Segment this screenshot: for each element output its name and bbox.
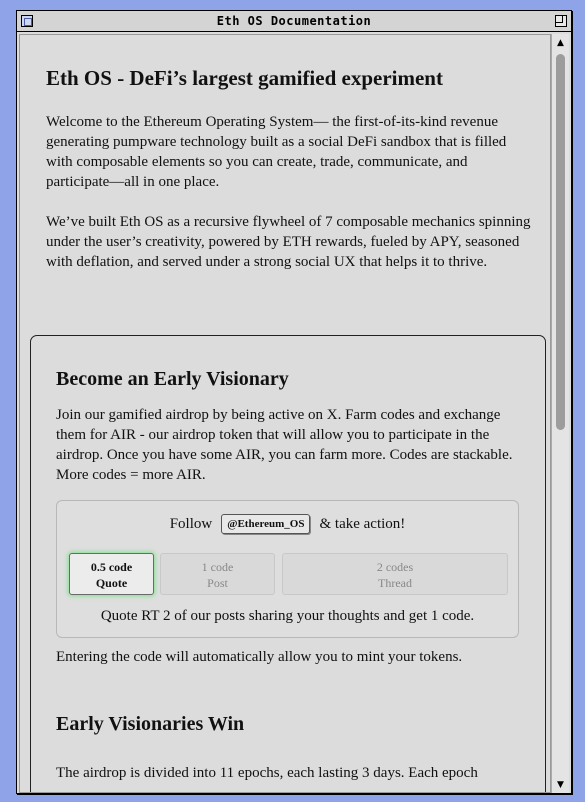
option-amount: 2 codes (376, 560, 414, 574)
mint-info-text: Entering the code will automatically allow you to mint your tokens. (56, 649, 463, 665)
scroll-thumb[interactable] (556, 54, 565, 430)
action-panel (56, 500, 519, 638)
early-visionary-card (30, 335, 546, 793)
close-box-icon[interactable] (21, 15, 33, 27)
option-amount: 1 code (201, 560, 234, 574)
triangle-down-icon[interactable]: ▼ (557, 779, 564, 790)
follow-prefix: Follow (169, 515, 213, 532)
vertical-scrollbar[interactable] (551, 34, 569, 793)
option-post-button[interactable] (160, 553, 275, 595)
follow-suffix: & take action! (319, 515, 406, 532)
option-hint: Quote RT 2 of our posts sharing your thoughts and get 1 code. (100, 608, 475, 624)
option-quote-button[interactable] (69, 553, 154, 595)
page-title: Eth OS - DeFi’s largest gamified experiment (46, 66, 443, 90)
intro-paragraph-1: Welcome to the Ethereum Operating System— the first-of-its-kind revenue generating pumpware technology built as a social DeFi sandbox that is filled with composable elements so you can create, trade, communicate, and participate—all in one place. (46, 114, 507, 190)
option-label: Thread (378, 576, 412, 590)
triangle-up-icon[interactable]: ▲ (557, 37, 564, 48)
win-heading: Early Visionaries Win (56, 713, 245, 735)
intro-section (46, 35, 534, 272)
documentation-window (16, 10, 572, 794)
option-thread-button[interactable] (282, 553, 508, 595)
title-bar[interactable] (17, 11, 571, 32)
visionary-description: Join our gamified airdrop by being active on X. Farm codes and exchange them for AIR - our airdrop token that will allow you to participate in the airdrop. Once you have some AIR, you can farm more. Codes are stackable. More codes = more AIR. (56, 407, 513, 483)
x-handle-button[interactable]: @Ethereum_OS (221, 514, 310, 534)
content-area[interactable] (19, 34, 551, 793)
window-title: Eth OS Documentation (216, 14, 372, 28)
follow-row (57, 514, 518, 534)
visionary-heading: Become an Early Visionary (56, 368, 289, 390)
option-label: Post (207, 576, 228, 590)
option-label: Quote (95, 576, 128, 590)
intro-paragraph-2: We’ve built Eth OS as a recursive flywheel of 7 composable mechanics spinning under the user’s creativity, powered by ETH rewards, fueled by APY, seasoned with deflation, and served under a strong social UX that helps it to thrive. (46, 214, 531, 270)
zoom-box-icon[interactable] (555, 15, 567, 27)
epoch-text: The airdrop is divided into 11 epochs, each lasting 3 days. Each epoch (56, 765, 478, 781)
option-amount: 0.5 code (90, 560, 133, 574)
